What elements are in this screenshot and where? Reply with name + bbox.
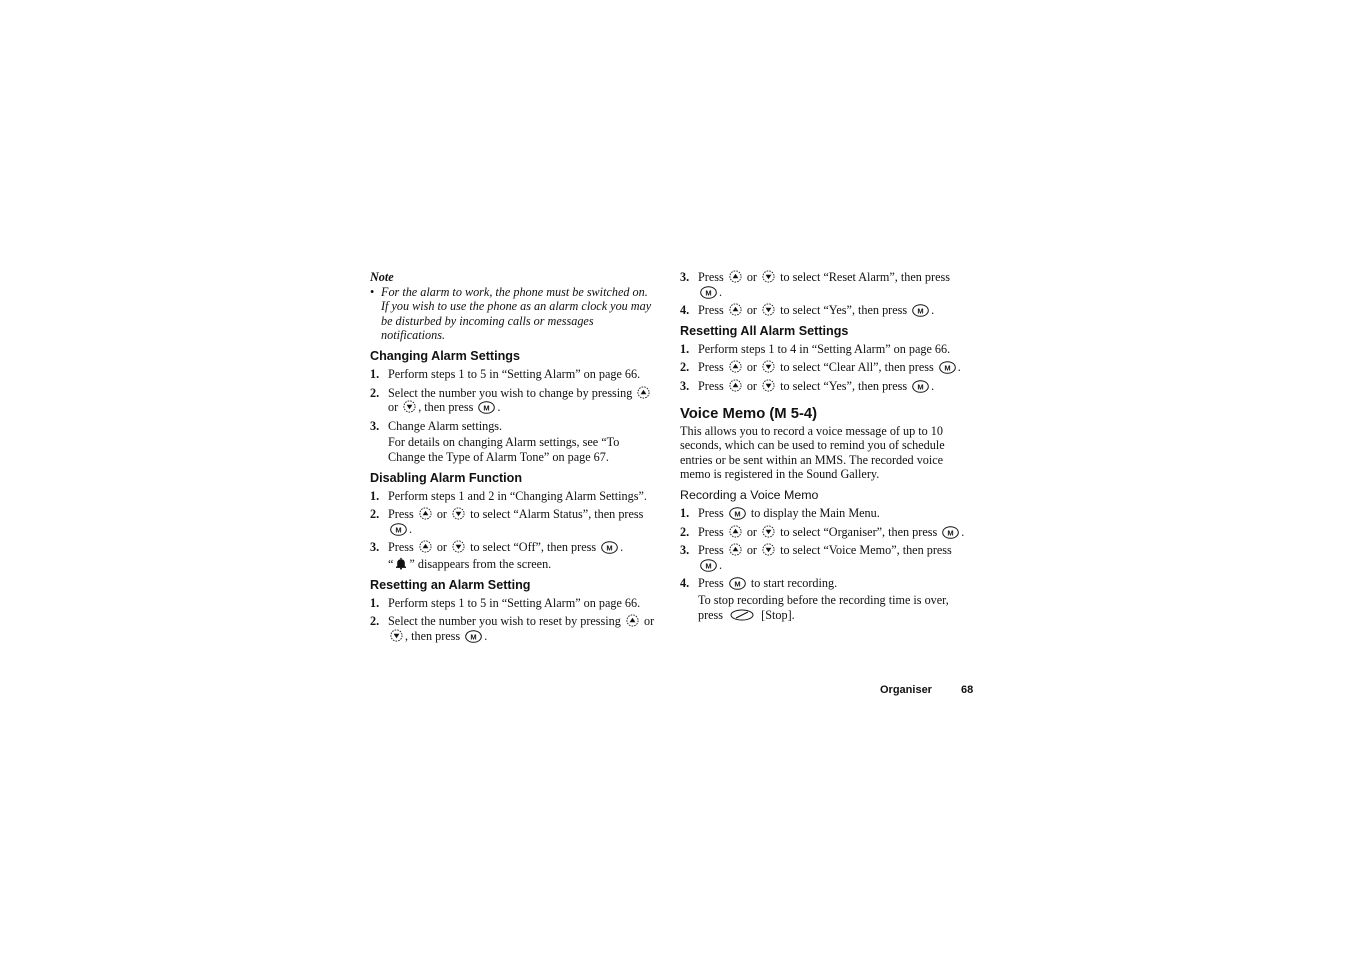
list-item: [680, 506, 965, 521]
step-text: Press: [698, 360, 724, 375]
step-text: or: [436, 540, 447, 555]
m-key-icon: [942, 526, 959, 539]
nav-down-key-icon: [762, 525, 775, 538]
step-text: , then press: [418, 400, 474, 415]
step-text: to select “Reset Alarm”, then press: [780, 270, 950, 284]
svg-text:M: M: [917, 382, 924, 392]
nav-up-key-icon: [419, 540, 432, 553]
step-text: To stop recording before the recording time is over, press: [698, 592, 949, 622]
step-number: 2.: [680, 524, 690, 539]
m-key-icon: [729, 577, 746, 590]
heading-resetting-all-alarm-settings: Resetting All Alarm Settings: [680, 323, 849, 338]
list-item: [370, 540, 655, 571]
step-text: or: [746, 270, 757, 284]
list-item: [680, 543, 965, 572]
step-text: .: [484, 628, 488, 643]
step-number: 2.: [370, 385, 380, 400]
list-item: [680, 525, 965, 540]
m-key-icon: [912, 304, 929, 317]
nav-up-key-icon: [729, 360, 742, 373]
list-item: [370, 386, 655, 415]
nav-down-key-icon: [762, 543, 775, 556]
step-text: to select “Yes”, then press: [780, 378, 908, 393]
step-text: Perform steps 1 and 2 in “Changing Alarm Settings”.: [388, 488, 647, 503]
heading-resetting-alarm-setting: Resetting an Alarm Setting: [370, 577, 531, 592]
step-text: Perform steps 1 to 4 in “Setting Alarm” on page 66.: [698, 341, 951, 356]
nav-down-key-icon: [452, 507, 465, 520]
step-text: .: [719, 284, 723, 299]
step-text: or: [746, 303, 757, 318]
step-text: Select the number you wish to reset by pressing: [388, 614, 621, 629]
svg-text:M: M: [734, 509, 741, 519]
step-number: 2.: [370, 614, 380, 629]
heading-changing-alarm-settings: Changing Alarm Settings: [370, 348, 520, 363]
step-number: 2.: [680, 360, 690, 375]
nav-down-key-icon: [762, 379, 775, 392]
step-text: or: [746, 360, 757, 375]
list-item: [370, 419, 655, 465]
note-text: • For the alarm to work, the phone must be switched on. If you wish to use the phone as an alarm clock you may be disturbed by incoming calls or messages notifications.: [370, 285, 655, 343]
list-item: [370, 489, 655, 504]
step-text: Press: [388, 540, 414, 555]
step-text: or: [746, 543, 757, 558]
nav-down-key-icon: [390, 629, 403, 642]
m-key-icon: [729, 507, 746, 520]
step-number: 4.: [680, 576, 690, 591]
step-detail: [388, 557, 655, 572]
page-number: 68: [961, 684, 974, 696]
svg-text:M: M: [734, 579, 741, 589]
step-text: Press: [698, 270, 724, 284]
nav-down-key-icon: [762, 360, 775, 373]
svg-text:M: M: [705, 287, 712, 297]
step-text: Perform steps 1 to 5 in “Setting Alarm” on page 66.: [388, 366, 641, 381]
nav-up-key-icon: [729, 379, 742, 392]
step-text: or: [643, 614, 655, 629]
right-column: [680, 270, 965, 626]
list-item: [680, 270, 965, 299]
step-text: .: [931, 378, 935, 393]
step-number: 1.: [680, 505, 690, 520]
step-text: “: [388, 556, 394, 571]
step-text: Press: [698, 524, 724, 539]
m-key-icon: [939, 361, 956, 374]
heading-voice-memo: Voice Memo (M 5-4): [680, 405, 818, 422]
list-item: [680, 303, 965, 318]
nav-up-key-icon: [729, 303, 742, 316]
voice-memo-intro: This allows you to record a voice message of up to 10 seconds, which can be used to remind you of schedule entries or be sent within an MMS. The recorded voice memo is registered in the Sound Gallery.: [680, 423, 945, 482]
step-text: to select “Clear All”, then press: [780, 360, 934, 375]
step-number: 4.: [680, 303, 690, 318]
m-key-icon: [700, 286, 717, 299]
step-number: 2.: [370, 507, 380, 522]
m-key-icon: [700, 559, 717, 572]
nav-down-key-icon: [452, 540, 465, 553]
step-text: to select “Organiser”, then press: [780, 524, 938, 539]
step-text: to display the Main Menu.: [750, 505, 880, 520]
list-item: [370, 596, 655, 611]
step-text: to start recording.: [750, 576, 838, 591]
step-text: .: [961, 524, 965, 539]
step-text: or: [746, 378, 757, 393]
step-text: .: [497, 400, 501, 415]
step-text: Change Alarm settings.: [388, 418, 503, 433]
heading-disabling-alarm-function: Disabling Alarm Function: [370, 470, 523, 485]
step-number: 3.: [680, 270, 690, 284]
svg-text:M: M: [606, 543, 613, 553]
nav-down-key-icon: [403, 400, 416, 413]
m-key-icon: [478, 401, 495, 414]
step-text: , then press: [405, 628, 461, 643]
step-text: to select “Off”, then press: [470, 540, 597, 555]
list-item: [370, 507, 655, 536]
list-item: [680, 379, 965, 394]
step-detail: For details on changing Alarm settings, see “To Change the Type of Alarm Tone” on page 67.: [388, 435, 620, 464]
note-title: Note: [370, 270, 394, 284]
left-column: [370, 270, 655, 647]
nav-up-key-icon: [729, 543, 742, 556]
step-number: 3.: [370, 540, 380, 555]
page-footer: [880, 684, 973, 696]
step-text: Press: [388, 507, 414, 522]
step-text: .: [957, 360, 961, 375]
svg-text:M: M: [483, 403, 491, 413]
step-text: or: [388, 400, 399, 415]
list-item: [370, 614, 655, 643]
step-number: 1.: [370, 366, 380, 381]
nav-up-key-icon: [637, 386, 650, 399]
step-text: [Stop].: [761, 607, 795, 622]
list-item: [680, 360, 965, 375]
svg-text:M: M: [944, 363, 951, 373]
svg-text:M: M: [947, 527, 954, 537]
step-detail: [698, 593, 965, 622]
step-number: 1.: [680, 341, 690, 356]
nav-up-key-icon: [729, 525, 742, 538]
step-text: or: [436, 507, 447, 522]
step-text: Press: [698, 378, 724, 393]
step-text: Press: [698, 543, 724, 558]
softkey-icon: [730, 609, 754, 621]
nav-down-key-icon: [762, 270, 775, 283]
list-item: [680, 342, 965, 357]
subheading-recording-voice-memo: Recording a Voice Memo: [680, 487, 819, 502]
list-item: [370, 367, 655, 382]
step-number: 3.: [680, 378, 690, 393]
step-number: 3.: [680, 543, 690, 558]
step-text: Select the number you wish to change by pressing: [388, 385, 633, 400]
step-number: 3.: [370, 418, 380, 433]
svg-text:M: M: [917, 306, 924, 316]
m-key-icon: [465, 630, 482, 643]
step-text: or: [746, 524, 757, 539]
step-text: Press: [698, 505, 724, 520]
step-text: Press: [698, 576, 724, 591]
footer-section: Organiser: [880, 684, 932, 696]
step-text: to select “Alarm Status”, then press: [470, 507, 644, 522]
step-text: Perform steps 1 to 5 in “Setting Alarm” on page 66.: [388, 595, 641, 610]
step-text: .: [620, 540, 624, 555]
nav-up-key-icon: [626, 614, 639, 627]
m-key-icon: [601, 541, 618, 554]
m-key-icon: [390, 523, 407, 536]
svg-text:M: M: [470, 631, 477, 641]
step-text: Press: [698, 303, 724, 318]
svg-text:M: M: [705, 561, 712, 571]
step-text: to select “Voice Memo”, then press: [780, 543, 952, 558]
svg-text:M: M: [395, 525, 402, 535]
nav-down-key-icon: [762, 303, 775, 316]
step-text: to select “Yes”, then press: [780, 303, 908, 318]
step-text: .: [931, 303, 935, 318]
step-text: ” disappears from the screen.: [409, 556, 552, 571]
step-text: .: [719, 557, 723, 572]
step-number: 1.: [370, 595, 380, 610]
step-text: .: [409, 521, 413, 536]
nav-up-key-icon: [419, 507, 432, 520]
alarm-bell-icon: [394, 557, 408, 570]
step-number: 1.: [370, 488, 380, 503]
list-item: [680, 576, 965, 622]
nav-up-key-icon: [729, 270, 742, 283]
m-key-icon: [912, 380, 929, 393]
